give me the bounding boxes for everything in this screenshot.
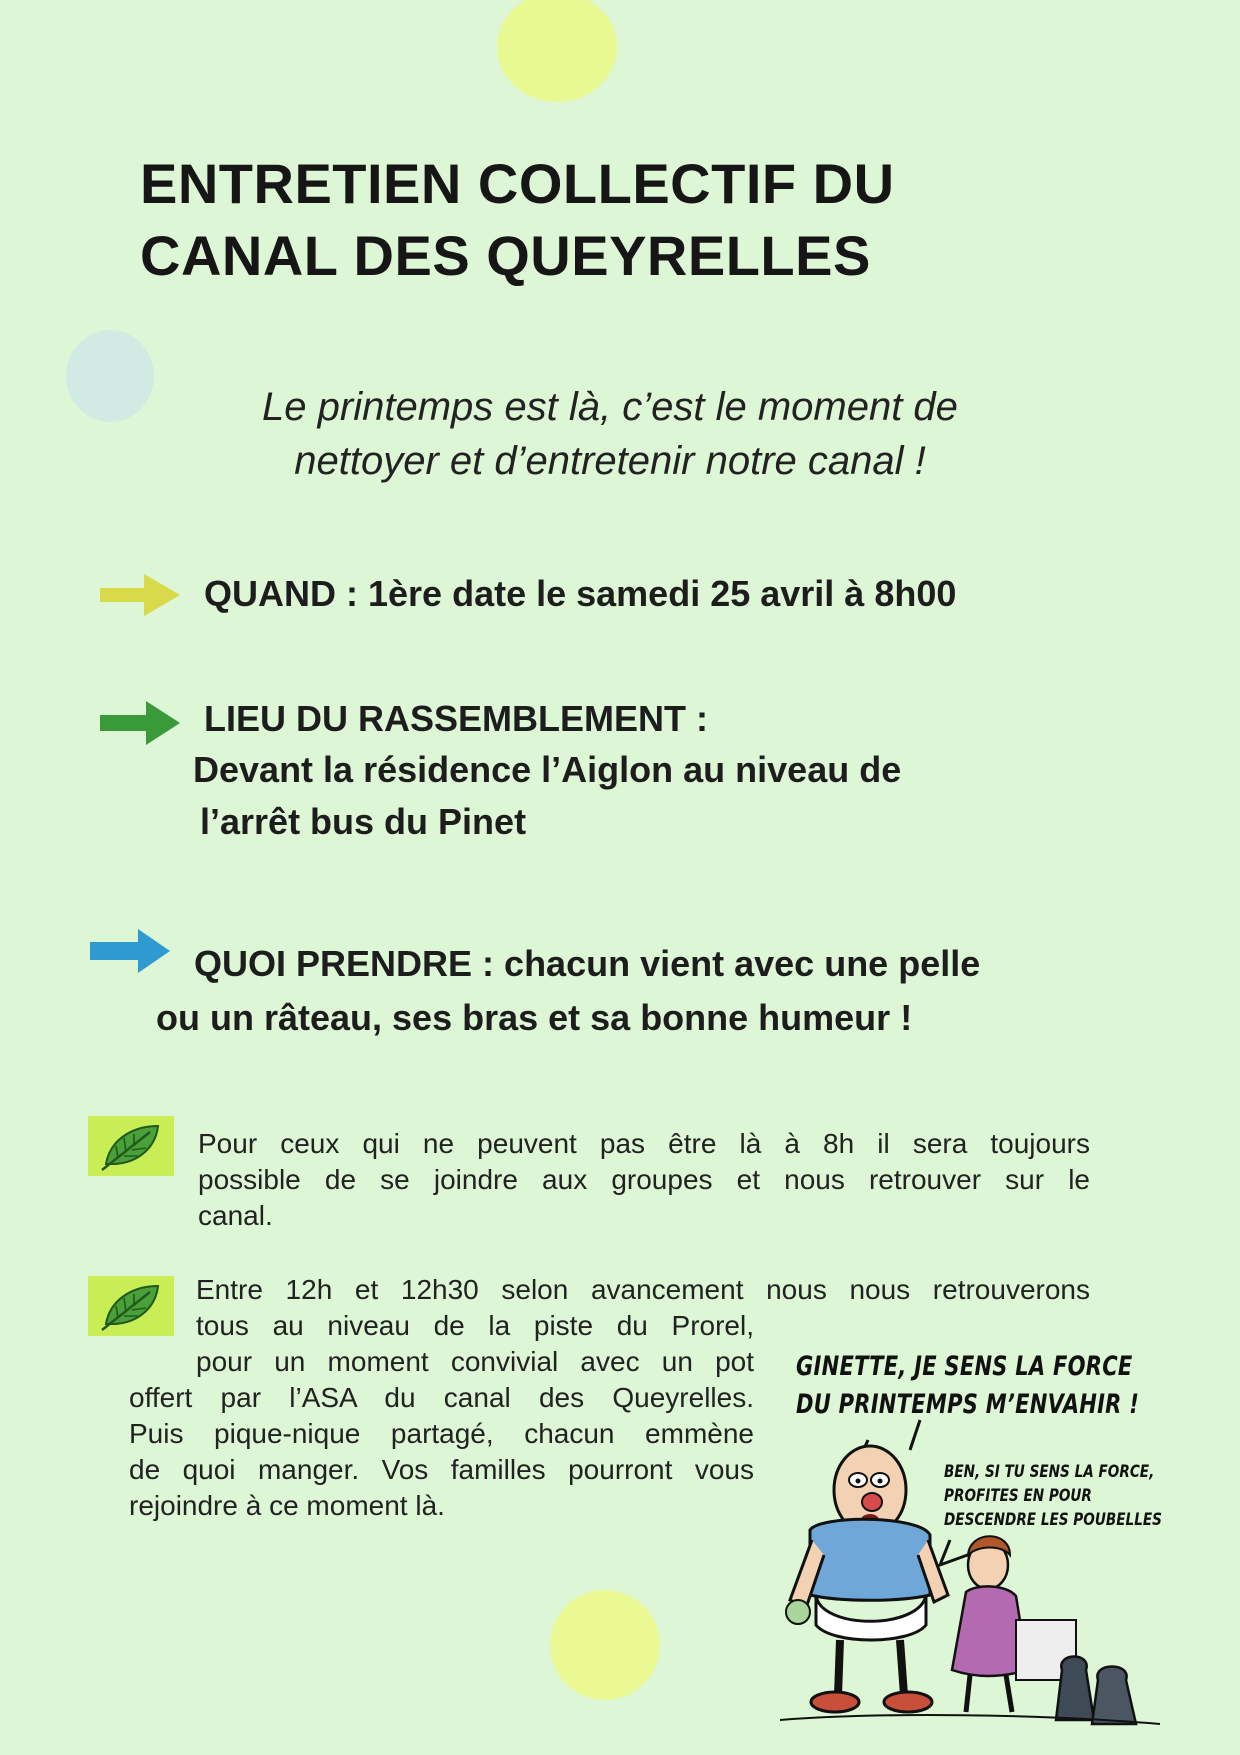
lieu-line-1: Devant la résidence l’Aiglon au niveau de	[193, 749, 902, 790]
subtitle-line-2: nettoyer et d’entretenir notre canal !	[294, 439, 926, 483]
note-2-line-1: Entre 12h et 12h30 selon avancement nous nous retrouverons	[196, 1274, 1090, 1305]
leaf-box-2	[88, 1276, 174, 1336]
quand-text: 1ère date le samedi 25 avril à 8h00	[368, 573, 957, 614]
blue-arrow-icon	[90, 926, 174, 976]
note-2-line-3-wrap	[196, 1344, 754, 1380]
speech-reply-line-2: PROFITES EN POUR	[944, 1486, 1092, 1506]
quoi-line-2: ou un râteau, ses bras et sa bonne humeur !	[156, 997, 913, 1038]
quoi-text: chacun vient avec une pelle	[504, 943, 981, 984]
note-2-line-7: rejoindre à ce moment là.	[129, 1490, 445, 1521]
page-title	[140, 148, 1140, 292]
cartoon-speech-reply	[944, 1460, 1216, 1532]
note-2-rest	[129, 1380, 754, 1524]
yellow-arrow-icon	[100, 570, 184, 620]
note-2-line-5: Puis pique-nique partagé, chacun emmène	[129, 1418, 754, 1449]
note-2-line-6: de quoi manger. Vos familles pourront vous	[129, 1454, 754, 1485]
leaf-box-1	[88, 1116, 174, 1176]
title-line-2: CANAL DES QUEYRELLES	[140, 224, 871, 287]
speech-main-line-2: DU PRINTEMPS M’ENVAHIR !	[796, 1389, 1140, 1420]
note-2-line-4: offert par l’ASA du canal des Queyrelles.	[129, 1382, 754, 1413]
quand-line	[204, 572, 956, 616]
title-line-1: ENTRETIEN COLLECTIF DU	[140, 152, 895, 215]
speech-main-line-1: GINETTE, JE SENS LA FORCE	[796, 1351, 1133, 1382]
quoi-label: QUOI PRENDRE :	[194, 943, 495, 984]
leaf-icon	[88, 1276, 174, 1336]
subtitle-line-1: Le printemps est là, c’est le moment de	[262, 385, 958, 429]
cartoon-speech-main	[796, 1348, 1236, 1424]
note-2-line-1-wrap	[196, 1272, 1090, 1308]
quand-label: QUAND :	[204, 573, 358, 614]
note-1-line-1: Pour ceux qui ne peuvent pas être là à 8h il sera toujours	[198, 1128, 1090, 1159]
decorative-dot-top	[497, 0, 617, 102]
note-2-line-3: pour un moment convivial avec un pot	[196, 1346, 754, 1377]
speech-reply-line-1: BEN, SI TU SENS LA FORCE,	[944, 1462, 1155, 1482]
subtitle	[150, 380, 1070, 488]
speech-reply-line-3: DESCENDRE LES POUBELLES	[944, 1510, 1162, 1530]
quoi-line-1	[194, 942, 980, 986]
lieu-line-2: l’arrêt bus du Pinet	[200, 801, 527, 842]
decorative-dot-bottom	[550, 1590, 660, 1700]
leaf-icon	[88, 1116, 174, 1176]
note-1-line-2: possible de se joindre aux groupes et nous retrouver sur le	[198, 1164, 1090, 1195]
note-1	[198, 1126, 1090, 1234]
decorative-dot-left	[66, 330, 154, 422]
note-1-line-3: canal.	[198, 1200, 273, 1231]
note-2-line-2: tous au niveau de la piste du Prorel,	[196, 1310, 754, 1341]
lieu-label: LIEU DU RASSEMBLEMENT :	[204, 698, 708, 739]
note-2-line-2-wrap	[196, 1308, 754, 1344]
green-arrow-icon	[100, 698, 184, 748]
